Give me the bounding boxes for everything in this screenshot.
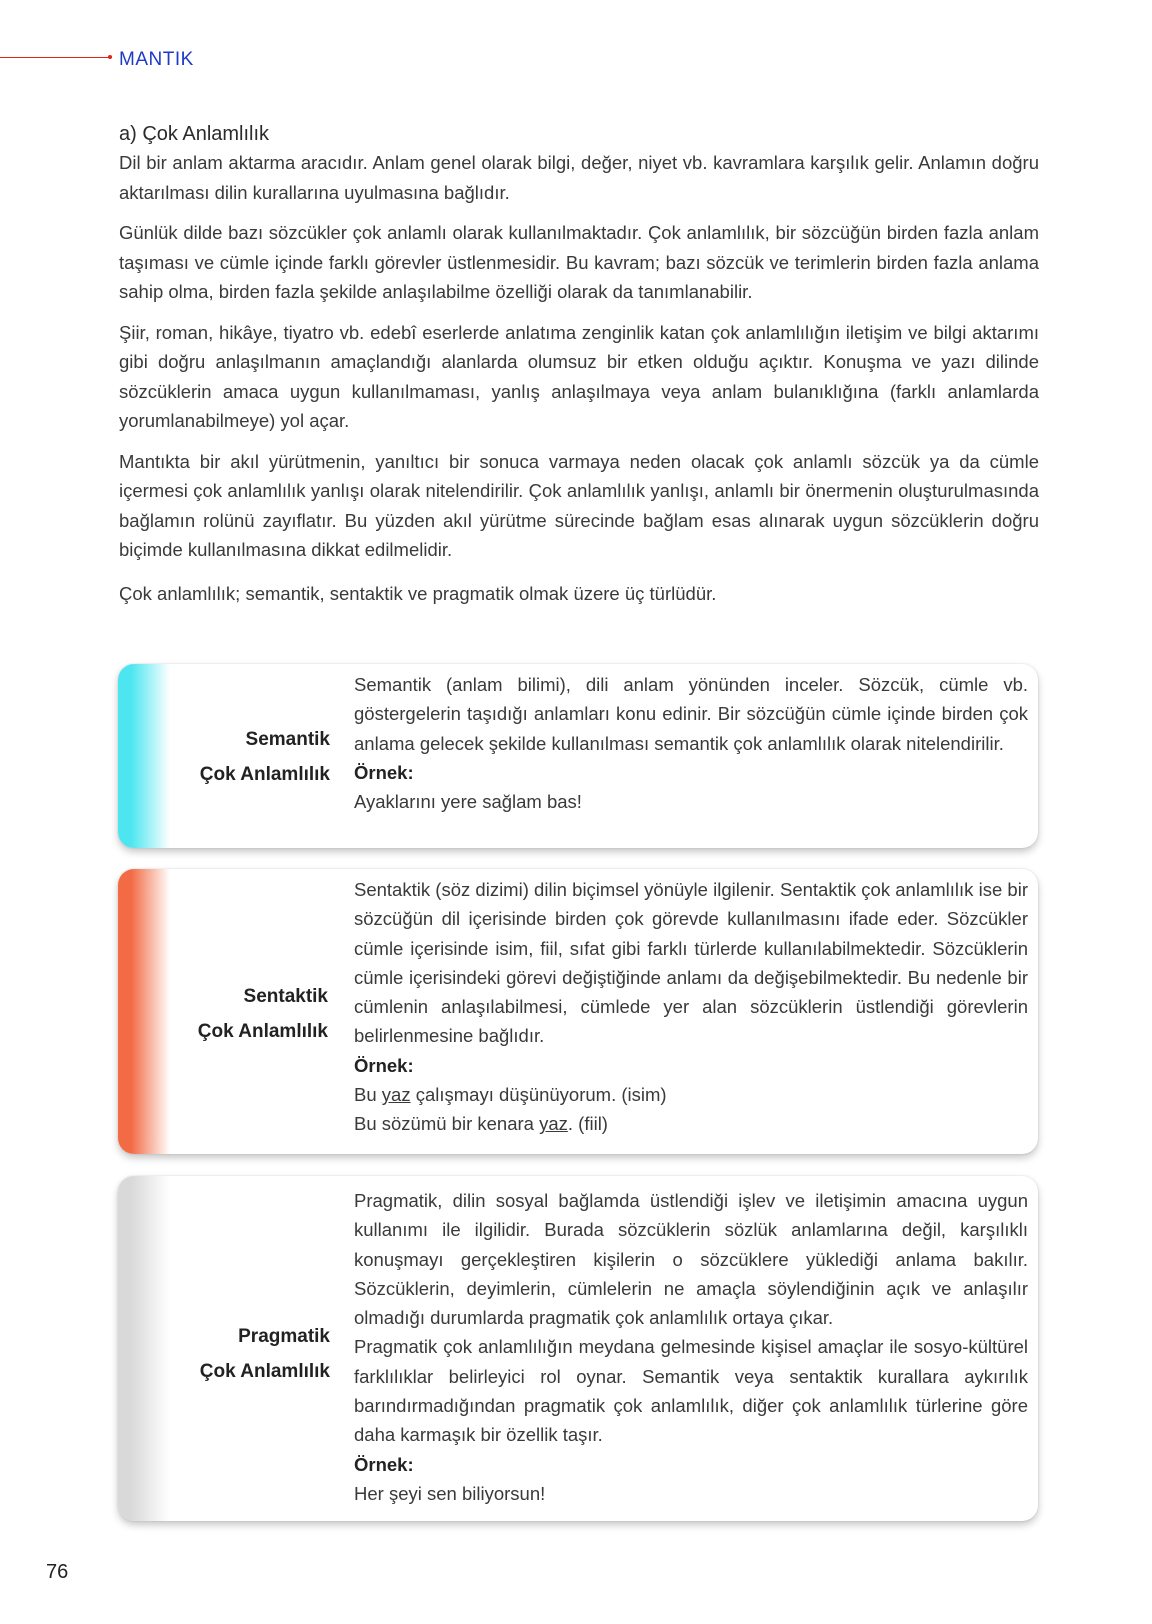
semantik-example-label: Örnek: xyxy=(354,761,414,783)
pragmatik-example-label: Örnek: xyxy=(354,1453,414,1475)
paragraph-1: Dil bir anlam aktarma aracıdır. Anlam genel olarak bilgi, değer, niyet vb. kavramlara karşılık gelir. Anlamın doğru aktarılması dilin kurallarına uyulmasına bağlıdır. xyxy=(119,152,1039,203)
sentaktik-label: Sentaktik Çok Anlamlılık xyxy=(197,986,328,1042)
sentaktik-example-1: Bu yaz çalışmayı düşünüyorum. (isim) xyxy=(354,1084,667,1106)
semantik-text: Semantik (anlam bilimi), dili anlam yönünden inceler. Sözcük, cümle vb. göstergelerin taşıdığı anlamları konu edinir. Bir sözcüğün cümle içinde birden çok anlama gelecek şekilde kullanılması semantik çok anlamlılık olarak nitelendirilir. xyxy=(354,674,1028,754)
paragraph-5: Çok anlamlılık; semantik, sentaktik ve pragmatik olmak üzere üç türlüdür. xyxy=(119,582,717,604)
pragmatik-text-1: Pragmatik, dilin sosyal bağlamda üstlendiği işlev ve iletişimin amacına uygun kullanımı ile ilgilidir. Burada sözcüklerin sözlük anlamlarına değil, karşılıklı konuşmayı gerçekleştiren kişilerin o sözcüklere yüklediği anlama bakılır. Sözcüklerin, deyimlerin, cümlelerin ne amaçla söylendiğinin açık ve anlaşılır olmadığı durumlarda pragmatik çok anlamlılık ortaya çıkar. xyxy=(354,1190,1028,1329)
chapter-title: MANTIK xyxy=(119,49,194,70)
semantik-example: Ayaklarını yere sağlam bas! xyxy=(354,791,582,813)
section-content xyxy=(119,120,1039,619)
section-title: a) Çok Anlamlılık xyxy=(119,123,270,145)
pragmatik-example: Her şeyi sen biliyorsun! xyxy=(354,1482,546,1504)
semantik-label: Semantik Çok Anlamlılık xyxy=(199,729,330,785)
header-rule xyxy=(0,57,112,58)
sentaktik-body xyxy=(354,875,1028,1139)
pragmatik-box xyxy=(118,1176,1038,1521)
pragmatik-text-2: Pragmatik çok anlamlılığın meydana gelmesinde kişisel amaçlar ile sosyo-kültürel farklılıklar belirleyici rol oynar. Semantik veya sentaktik kurallara aykırılık barındırmadığından pragmatik çok anlamlılık, diğer çok anlamlılık türlerine göre daha karmaşık bir özellik taşır. xyxy=(354,1336,1028,1446)
paragraph-3: Şiir, roman, hikâye, tiyatro vb. edebî eserlerde anlatıma zenginlik katan çok anlamlılığın iletişim ve bilgi aktarımı gibi doğru anlaşılmanın amaçlandığı alanlarda olumsuz bir etken olduğu açıktır. Konuşma ve yazı dilinde sözcüklerin amaca uygun kullanılmaması, yanlış anlaşılmaya veya anlam bulanıklığına (farklı anlamlarda yorumlanabilmeye) yol açar. xyxy=(119,321,1039,431)
header-rule-dot xyxy=(108,55,112,59)
pragmatik-label: Pragmatik Çok Anlamlılık xyxy=(199,1326,330,1382)
pragmatik-body xyxy=(354,1186,1028,1508)
sentaktik-example-2: Bu sözümü bir kenara yaz. (fiil) xyxy=(354,1113,608,1135)
page-number: 76 xyxy=(46,1561,69,1583)
paragraph-2: Günlük dilde bazı sözcükler çok anlamlı olarak kullanılmaktadır. Çok anlamlılık, bir sözcüğün birden fazla anlam taşıması ve cümle içinde farklı görevler üstlenmesidir. Bu kavram; bazı sözcük ve terimlerin birden fazla anlama sahip olma, birden fazla şekilde anlaşılabilme özelliği olarak da tanımlanabilir. xyxy=(119,222,1039,302)
sentaktik-example-label: Örnek: xyxy=(354,1054,414,1076)
semantik-body xyxy=(354,670,1028,816)
sentaktik-box xyxy=(118,869,1038,1154)
sentaktik-text: Sentaktik (söz dizimi) dilin biçimsel yönüyle ilgilenir. Sentaktik çok anlamlılık ise bir sözcüğün dil içerisinde birden çok görevde kullanılmasını ifade eder. Sözcükler cümle içerisinde isim, fiil, sıfat gibi farklı türlerde kullanılabilmektedir. Sözcüklerin cümle içerisindeki görevi değiştiğinde anlamı da değişebilmektedir. Bu nedenle bir cümlenin anlaşılabilmesi, cümlede yer alan sözcüklerin üstlendiği görevlerin belirlenmesine bağlıdır. xyxy=(354,879,1028,1047)
semantik-box xyxy=(118,664,1038,848)
paragraph-4: Mantıkta bir akıl yürütmenin, yanıltıcı bir sonuca varmaya neden olacak çok anlamlı sözcük ya da cümle içermesi çok anlamlılık yanlışı olarak nitelendirilir. Çok anlamlılık yanlışı, anlamlı bir önermenin oluşturulmasında bağlamın rolünü zayıflatır. Bu yüzden akıl yürütme sürecinde bağlam esas alınarak uygun sözcüklerin doğru biçimde kullanılmasına dikkat edilmelidir. xyxy=(119,450,1039,560)
